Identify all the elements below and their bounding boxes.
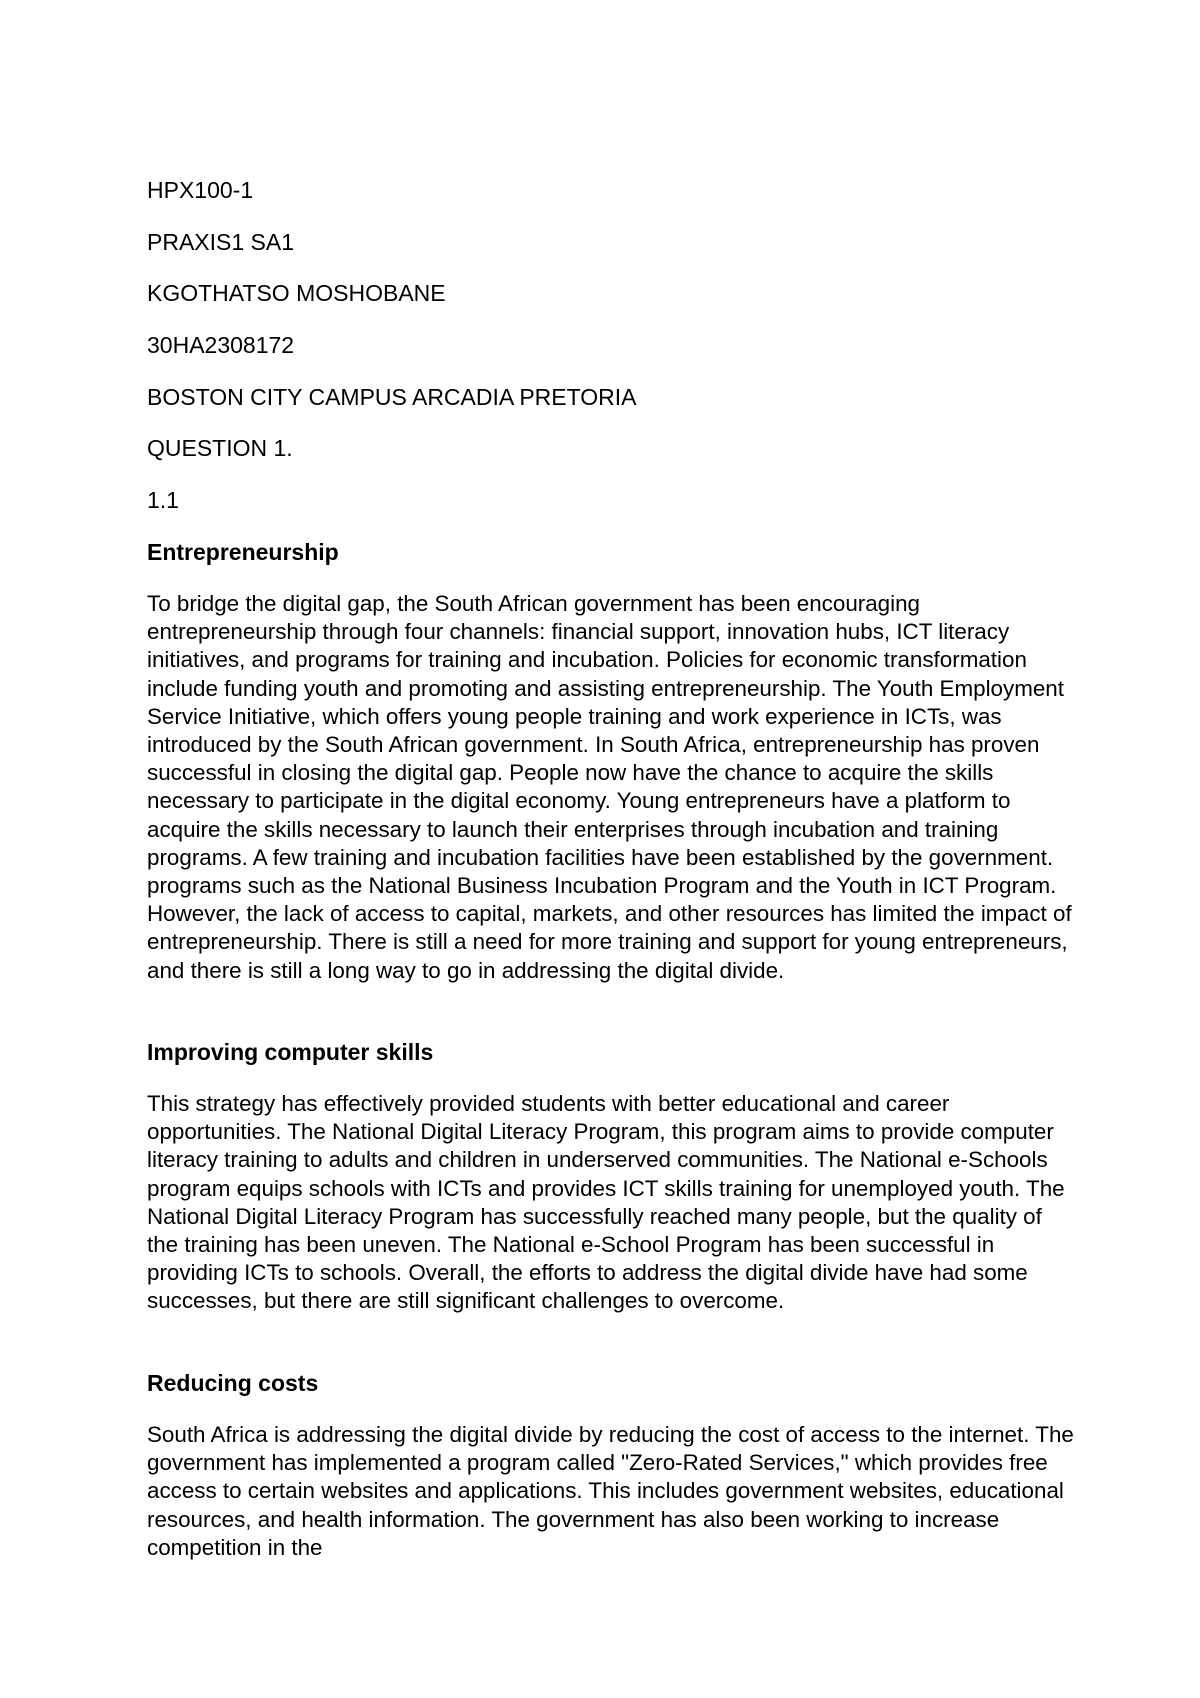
assessment-name: PRAXIS1 SA1 — [147, 229, 295, 255]
sub-question-label: 1.1 — [147, 487, 179, 513]
campus-name: BOSTON CITY CAMPUS ARCADIA PRETORIA — [147, 384, 637, 410]
section-body-entrepreneurship: To bridge the digital gap, the South African government has been encouraging entrepreneurship through four channels: financial support, innovation hubs, ICT literacy initiatives, and programs for training and incubation. Policies for economic transformation include funding youth and promoting and assisting entrepreneurship. The Youth Employment Service Initiative, which offers young people training and work experience in ICTs, was introduced by the South African government. In South Africa, entrepreneurship has proven successful in closing the digital gap. People now have the chance to acquire the skills necessary to participate in the digital economy. Young entrepreneurs have a platform to acquire the skills necessary to launch their enterprises through incubation and training programs. A few training and incubation facilities have been established by the government. programs such as the National Business Incubation Program and the Youth in ICT Program. However, the lack of access to capital, markets, and other resources has limited the impact of entrepreneurship. There is still a need for more training and support for young entrepreneurs, and there is still a long way to go in addressing the digital divide. — [147, 591, 1072, 983]
course-code: HPX100-1 — [147, 177, 254, 203]
question-label: QUESTION 1. — [147, 435, 293, 461]
section-body-computer-skills: This strategy has effectively provided students with better educational and career opportunities. The National Digital Literacy Program, this program aims to provide computer literacy training to adults and children in underserved communities. The National e-Schools program equips schools with ICTs and provides ICT skills training for unemployed youth. The National Digital Literacy Program has successfully reached many people, but the quality of the training has been uneven. The National e-School Program has been successful in providing ICTs to schools. Overall, the efforts to address the digital divide have had some successes, but there are still significant challenges to overcome. — [147, 1091, 1065, 1314]
section-heading-reducing-costs: Reducing costs — [147, 1370, 319, 1396]
section-heading-computer-skills: Improving computer skills — [147, 1039, 434, 1065]
section-body-reducing-costs: South Africa is addressing the digital divide by reducing the cost of access to the internet. The government has implemented a program called "Zero-Rated Services," which provides free access to certain websites and applications. This includes government websites, educational resources, and health information. The government has also been working to increase competition in the — [147, 1422, 1074, 1560]
student-number: 30HA2308172 — [147, 332, 295, 358]
student-name: KGOTHATSO MOSHOBANE — [147, 280, 446, 306]
section-heading-entrepreneurship: Entrepreneurship — [147, 539, 339, 565]
